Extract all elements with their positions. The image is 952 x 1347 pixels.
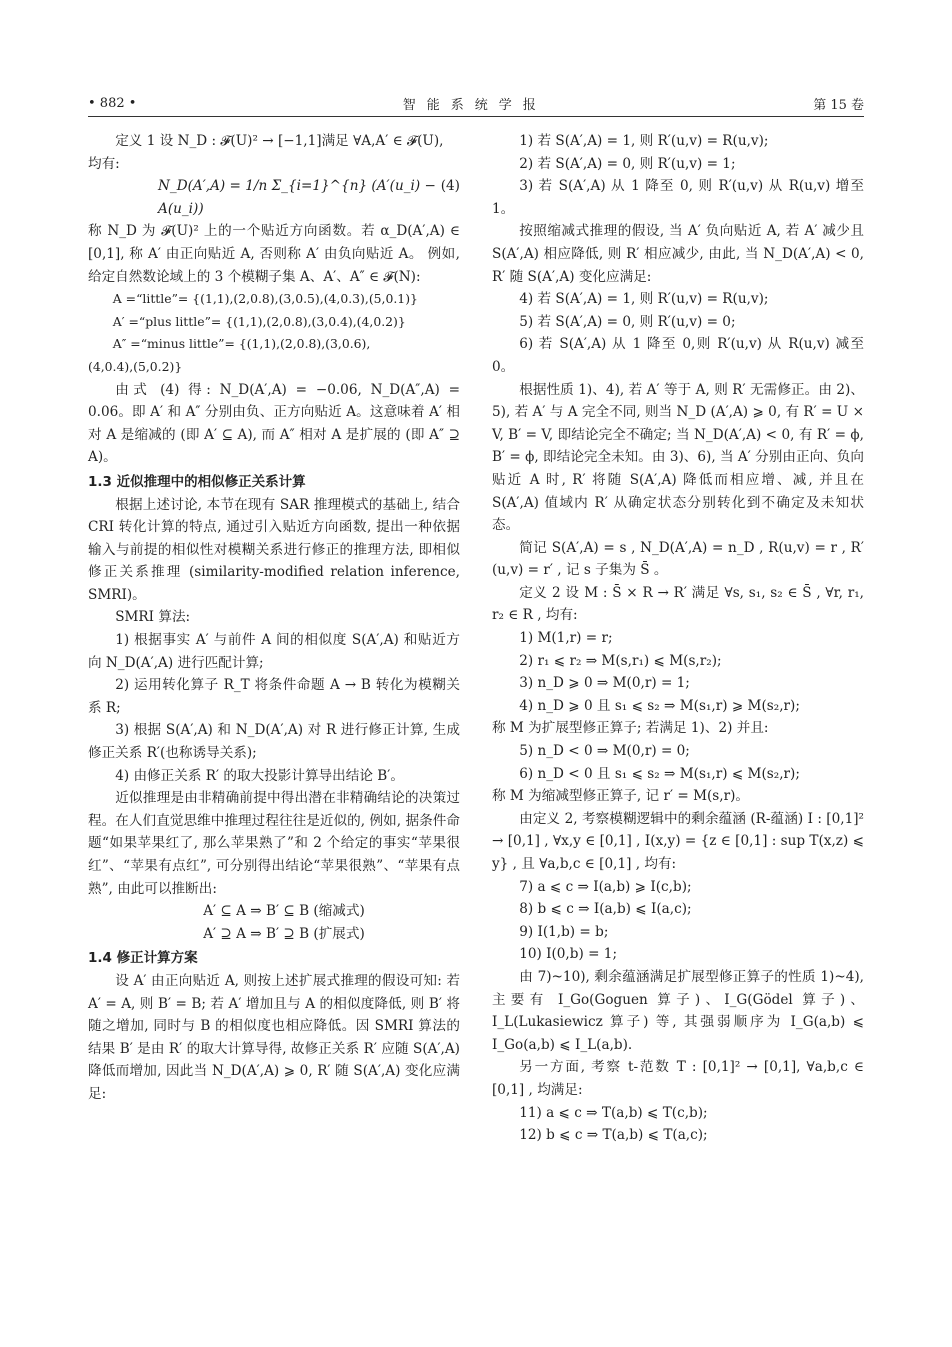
paragraph: 由定义 2, 考察模糊逻辑中的剩余蕴涵 (R-蕴涵) I : [0,1]² → [0,1] , ∀x,y ∈ [0,1] , I(x,y) = {z ∈ [0,1] : sup T(x,z) ⩽ y} , 且 ∀a,b,c ∈ [0,1] , 均有: [492,810,864,872]
paragraph: 12) b ⩽ c ⇒ T(a,b) ⩽ T(a,c); [519,1127,708,1144]
paragraph: 根据性质 1)、4), 若 A′ 等于 A, 则 R′ 无需修正。由 2)、5), 若 A′ 与 A 完全不同, 则当 N_D (A′,A) ⩾ 0, 有 R′ = U × V, B′ = V, 即结论完全不确定; 当 N_D(A′,A) < 0, 有 R′ = ϕ, B′ = ϕ, 即结论完全未知。由 3)、6), 当 A′ 分别由正向、负向贴近 A 时, R′ 将随 S(A′,A) 降低而相应增、减, 并且在 S(A′,A) 值域内 R′ 从确定状态分别转化到不确定及未知状态。 [492,381,864,534]
paragraph: 7) a ⩽ c ⇒ I(a,b) ⩾ I(c,b); [519,878,692,895]
paragraph: 3) 根据 S(A′,A) 和 N_D(A′,A) 对 R 进行修正计算, 生成修正关系 R′(也称诱导关系); [88,722,460,762]
equation [88,175,460,220]
paragraph: 6) n_D < 0 且 s₁ ⩽ s₂ ⇒ M(s₁,r) ⩽ M(s₂,r); [519,765,800,782]
paragraph: 称 M 为扩展型修正算子; 若满足 1)、2) 并且: [492,720,769,737]
page-header [88,92,864,114]
paragraph: 均有: [88,155,120,172]
paragraph: A′ =“plus little”= {(1,1),(2,0.8),(3,0.4),(4,0.2)} [112,313,406,329]
paragraph: 称 M 为缩减型修正算子, 记 r′ = M(s,r)。 [492,788,749,805]
paragraph: 10) I(0,b) = 1; [519,946,618,963]
paragraph: 定义 2 设 M : S̄ × R → R′ 满足 ∀s, s₁, s₂ ∈ S̄ , ∀r, r₁, r₂ ∈ R , 均有: [492,584,864,624]
paragraph: 6) 若 S(A′,A) 从 1 降至 0,则 R′(u,v) 从 R(u,v) 减至 0。 [492,336,864,375]
paragraph: 简记 S(A′,A) = s , N_D(A′,A) = n_D , R(u,v) = r , R′(u,v) = r′ , 记 s 子集为 S̄ 。 [492,539,864,579]
paragraph: A =“little”= {(1,1),(2,0.8),(3,0.5),(4,0.3),(5,0.1)} [112,291,418,307]
right-column [492,130,864,1147]
paragraph: 1) 根据事实 A′ 与前件 A 间的相似度 S(A′,A) 和贴近方向 N_D(A′,A) 进行匹配计算; [88,632,460,671]
paragraph: A″ =“minus little”= {(1,1),(2,0.8),(3,0.6), [112,336,371,352]
paragraph: 由 7)~10), 剩余蕴涵满足扩展型修正算子的性质 1)~4), 主要有 I_Go(Goguen 算子)、I_G(Gödel 算子)、I_L(Lukasiewicz 算子) 等, 其强弱顺序为 I_G(a,b) ⩽ I_Go(a,b) ⩽ I_L(a,b). [492,968,864,1053]
paragraph: 3) n_D ⩾ 0 ⇒ M(0,r) = 1; [519,675,690,692]
paragraph: (4,0.4),(5,0.2)} [88,358,183,374]
paragraph: 5) n_D < 0 ⇒ M(0,r) = 0; [519,743,690,760]
left-column [88,130,460,1106]
paragraph: 根据上述讨论, 本节在现有 SAR 推理模式的基础上, 结合 CRI 转化计算的特点, 通过引入贴近方向函数, 提出一种依据输入与前提的相似性对模糊关系进行修正的推理方法, 即相似修正关系推理 (similarity-modified relation inference, SMRI)。 [88,496,460,603]
paragraph: 1) 若 S(A′,A) = 1, 则 R′(u,v) = R(u,v); [519,133,769,149]
paragraph: A′ ⊇ A ⇒ B′ ⊇ B (扩展式) [203,925,365,942]
paragraph: 设 A′ 由正向贴近 A, 则按上述扩展式推理的假设可知: 若 A′ = A, 则 B′ = B; 若 A′ 增加且与 A 的相似度降低, 则 B′ 将随之增加, 同时与 B 的相似度也相应降低。因 SMRI 算法的结果 B′ 是由 R′ 的取大计算导得, 故修正关系 R′ 应随 S(A′,A) 降低而增加, 因此当 N_D(A′,A) ⩾ 0, R′ 随 S(A′,A) 变化应满足: [88,972,460,1102]
paragraph: 2) 运用转化算子 R_T 将条件命题 A → B 转化为模糊关系 R; [88,677,460,716]
header-rule [88,116,864,117]
paragraph: 由式 (4) 得: N_D(A′,A) = −0.06, N_D(A″,A) = 0.06。即 A′ 和 A″ 分别由负、正方向贴近 A。这意味着 A′ 相对 A 是缩减的 (即 A′ ⊆ A), 而 A″ 相对 A 是扩展的 (即 A″ ⊇ A)。 [88,381,460,466]
equation-body: N_D(A′,A) = 1/n Σ_{i=1}^{n} (A′(u_i) − A(u_i)) [158,178,436,217]
paragraph: 2) r₁ ⩽ r₂ ⇒ M(s,r₁) ⩽ M(s,r₂); [519,652,722,669]
volume-label: 第 15 卷 [813,97,864,113]
paragraph: 称 N_D 为 𝓕(U)² 上的一个贴近方向函数。若 α_D(A′,A) ∈ [0,1], 称 A′ 由正向贴近 A, 否则称 A′ 由负向贴近 A。 例如, 给定自然数论域上的 3 个模糊子集 A、A′、A″ ∈ 𝓕(N): [88,223,460,285]
paragraph: 定义 1 设 N_D : 𝓕(U)² → [−1,1]满足 ∀A,A′ ∈ 𝓕(U), [115,133,444,149]
paragraph: 3) 若 S(A′,A) 从 1 降至 0, 则 R′(u,v) 从 R(u,v) 增至 1。 [492,178,864,217]
paragraph: 9) I(1,b) = b; [519,923,609,940]
paragraph: 4) 若 S(A′,A) = 1, 则 R′(u,v) = R(u,v); [519,291,769,308]
equation-number: (4) [440,178,460,195]
paragraph: 近似推理是由非精确前提中得出潜在非精确结论的决策过程。在人们直觉思维中推理过程往往是近似的, 例如, 据条件命题“如果苹果红了, 那么苹果熟了”和 2 个给定的事实“苹果很红”、“苹果有点红”, 可分别得出结论“苹果很熟”、“苹果有点熟”, 由此可以推断出: [88,790,460,897]
paragraph: SMRI 算法: [115,609,191,626]
page-number: • 882 • [88,95,137,111]
paragraph: 4) n_D ⩾ 0 且 s₁ ⩽ s₂ ⇒ M(s₁,r) ⩾ M(s₂,r); [519,697,800,714]
paragraph: 1) M(1,r) = r; [519,630,613,647]
section-heading: 1.4 修正计算方案 [88,950,198,967]
paragraph: 11) a ⩽ c ⇒ T(a,b) ⩽ T(c,b); [519,1104,708,1121]
paragraph: 2) 若 S(A′,A) = 0, 则 R′(u,v) = 1; [519,155,736,172]
paragraph: A′ ⊆ A ⇒ B′ ⊆ B (缩减式) [203,903,365,920]
paragraph: 8) b ⩽ c ⇒ I(a,b) ⩽ I(a,c); [519,901,692,918]
paragraph: 4) 由修正关系 R′ 的取大投影计算导出结论 B′。 [115,767,404,784]
paragraph: 5) 若 S(A′,A) = 0, 则 R′(u,v) = 0; [519,313,736,330]
section-heading: 1.3 近似推理中的相似修正关系计算 [88,473,306,490]
paragraph: 另一方面, 考察 t-范数 T : [0,1]² → [0,1], ∀a,b,c ∈ [0,1] , 均满足: [492,1059,864,1098]
paragraph: 按照缩减式推理的假设, 当 A′ 负向贴近 A, 若 A′ 减少且 S(A′,A) 相应降低, 则 R′ 相应减少, 由此, 当 N_D(A′,A) < 0, R′ 随 S(A′,A) 变化应满足: [492,223,864,285]
journal-title: 智能系统学报 [402,97,547,113]
